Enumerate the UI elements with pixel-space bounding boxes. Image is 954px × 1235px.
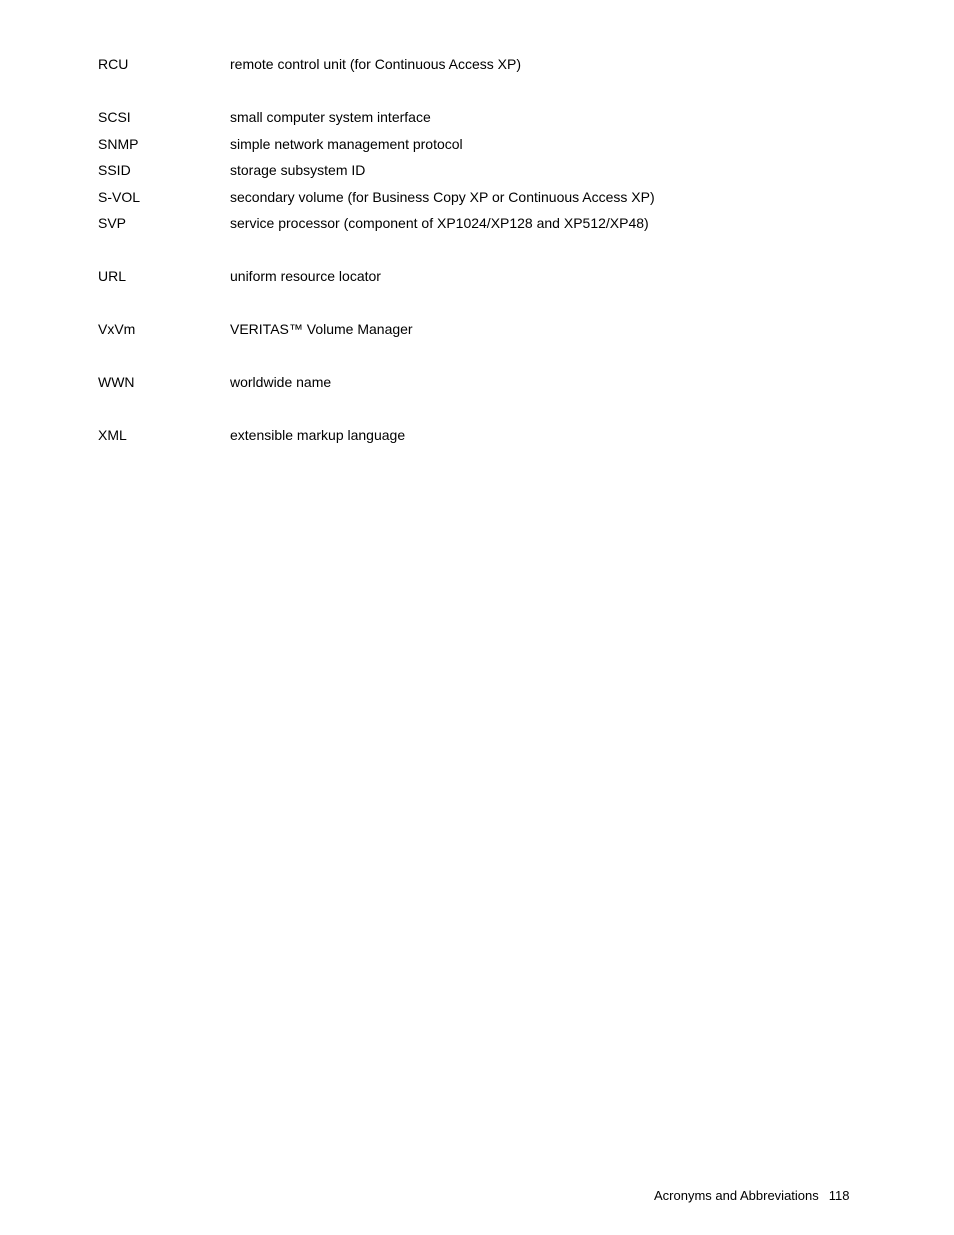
glossary-term: RCU xyxy=(98,56,129,72)
glossary-entry xyxy=(98,109,878,136)
glossary-entry xyxy=(98,321,878,348)
glossary-entry xyxy=(98,162,878,189)
glossary-entry xyxy=(98,374,878,401)
footer-section-title: Acronyms and Abbreviations xyxy=(654,1188,819,1203)
glossary-term: SCSI xyxy=(98,109,131,125)
glossary-definition: storage subsystem ID xyxy=(230,162,366,178)
glossary-term: WWN xyxy=(98,374,135,390)
glossary-term: URL xyxy=(98,268,127,284)
glossary-definition: VERITAS™ Volume Manager xyxy=(230,321,413,337)
glossary-entry xyxy=(98,136,878,163)
page-number: 118 xyxy=(828,1188,850,1203)
glossary-entry xyxy=(98,427,878,454)
glossary-definition: extensible markup language xyxy=(230,427,406,443)
glossary-definition: small computer system interface xyxy=(230,109,431,125)
glossary-definition: secondary volume (for Business Copy XP or Continuous Access XP) xyxy=(230,188,655,205)
glossary-definition: service processor (component of XP1024/XP128 and XP512/XP48) xyxy=(230,215,649,231)
glossary-term: S-VOL xyxy=(98,188,141,205)
glossary-term: SVP xyxy=(98,215,127,231)
acronym-glossary xyxy=(98,56,878,454)
glossary-entry xyxy=(98,189,878,216)
glossary-definition: remote control unit (for Continuous Access XP) xyxy=(230,56,522,72)
glossary-definition: simple network management protocol xyxy=(230,135,463,152)
glossary-term: XML xyxy=(98,427,127,443)
glossary-definition: uniform resource locator xyxy=(230,268,381,284)
glossary-term: SSID xyxy=(98,162,131,178)
glossary-entry xyxy=(98,215,878,242)
page-footer xyxy=(654,1188,850,1204)
glossary-term: VxVm xyxy=(98,321,136,337)
glossary-entry xyxy=(98,56,878,83)
glossary-entry xyxy=(98,268,878,295)
glossary-term: SNMP xyxy=(98,135,139,152)
glossary-definition: worldwide name xyxy=(230,374,332,390)
